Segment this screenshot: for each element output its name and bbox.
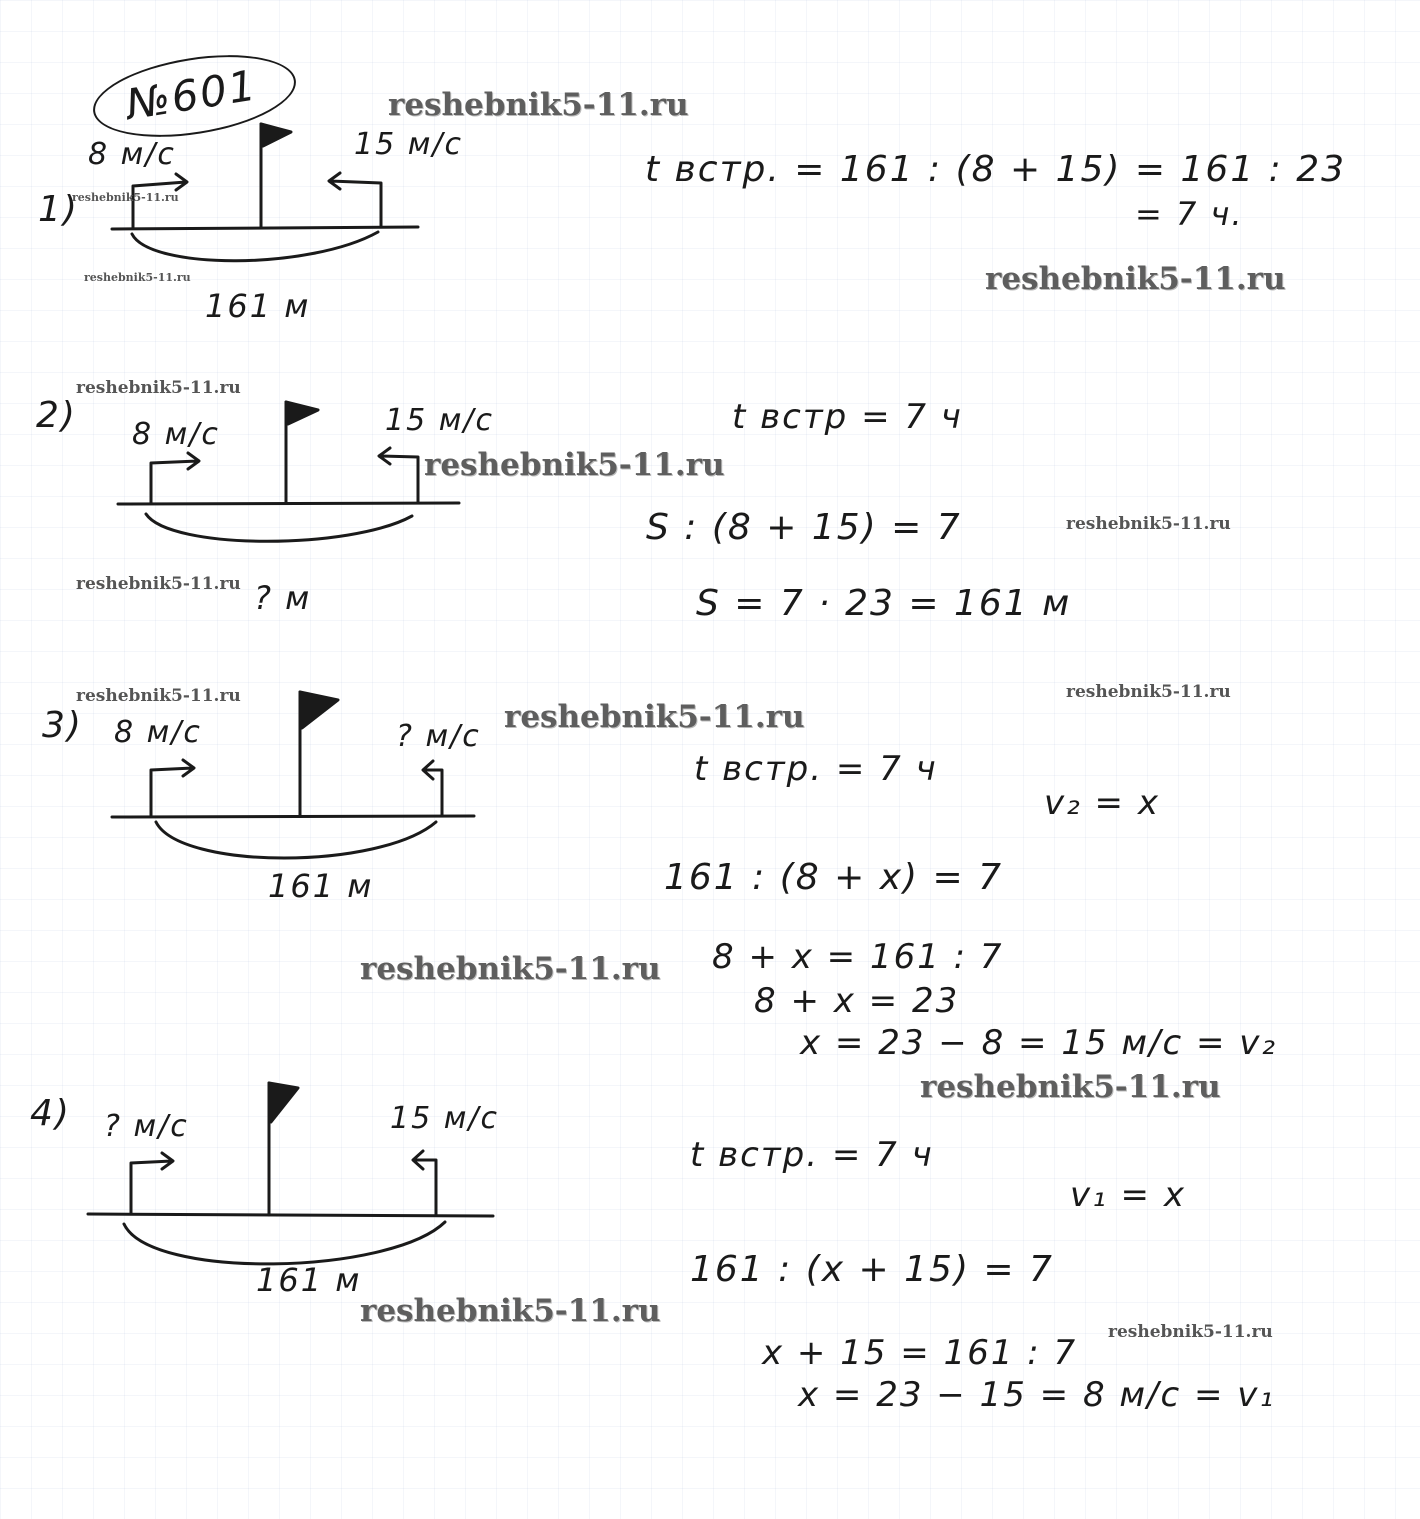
problem-number: №601 (122, 60, 261, 130)
part2-index: 2) (36, 395, 77, 436)
part3-solution-line6: x = 23 − 8 = 15 м/с = v₂ (800, 1023, 1278, 1063)
watermark: reshebnik5-11.ru (920, 1069, 1221, 1105)
watermark: reshebnik5-11.ru (76, 574, 241, 594)
part1-solution-line1: t встр. = 161 : (8 + 15) = 161 : 23 (645, 149, 1347, 190)
part3-distance: 161 м (268, 867, 374, 905)
part2-distance: ? м (254, 579, 312, 617)
part2-distance-arc (146, 514, 412, 541)
part4-speed-left: ? м/с (104, 1109, 189, 1144)
part1-road (112, 227, 418, 229)
watermark: reshebnik5-11.ru (388, 87, 689, 123)
part2-flag (286, 402, 318, 424)
part1-flag (261, 124, 291, 146)
part4-solution-line1: t встр. = 7 ч (690, 1135, 934, 1175)
watermark: reshebnik5-11.ru (76, 378, 241, 398)
part3-road (112, 816, 474, 817)
watermark: reshebnik5-11.ru (1066, 514, 1231, 534)
part1-index: 1) (38, 189, 79, 230)
part3-speed-left: 8 м/с (114, 715, 202, 750)
part3-index: 3) (42, 705, 83, 746)
part3-distance-arc (156, 822, 436, 858)
part4-right-arrow (413, 1151, 436, 1215)
watermark: reshebnik5-11.ru (76, 686, 241, 706)
part4-distance-arc (124, 1222, 445, 1264)
part4-road (88, 1214, 493, 1216)
part3-speed-right: ? м/с (396, 719, 481, 754)
part2-road (118, 503, 459, 504)
part2-solution-line3: S = 7 · 23 = 161 м (696, 583, 1072, 624)
part1-speed-right: 15 м/с (354, 127, 463, 162)
part4-solution-line4: x + 15 = 161 : 7 (762, 1333, 1078, 1373)
part4-flag (269, 1083, 298, 1122)
part3-left-arrow (151, 760, 194, 816)
part2-speed-right: 15 м/с (385, 403, 494, 438)
part4-speed-right: 15 м/с (390, 1101, 499, 1136)
part1-speed-left: 8 м/с (88, 137, 176, 172)
part2-right-arrow (379, 448, 418, 502)
watermark: reshebnik5-11.ru (504, 699, 805, 735)
part3-solution-line2: v₂ = x (1044, 783, 1160, 823)
part1-solution-line2: = 7 ч. (1135, 195, 1244, 233)
watermark: reshebnik5-11.ru (1066, 682, 1231, 702)
watermark: reshebnik5-11.ru (360, 951, 661, 987)
part3-flag (300, 692, 338, 728)
part3-solution-line3: 161 : (8 + x) = 7 (664, 857, 1004, 898)
part1-right-arrow (329, 173, 381, 227)
part3-solution-line1: t встр. = 7 ч (694, 749, 938, 789)
part2-solution-line1: t встр = 7 ч (732, 397, 963, 437)
watermark: reshebnik5-11.ru (84, 271, 191, 284)
watermark: reshebnik5-11.ru (985, 261, 1286, 297)
part4-left-arrow (131, 1153, 173, 1214)
part4-solution-line3: 161 : (x + 15) = 7 (690, 1249, 1054, 1290)
part1-distance-arc (132, 232, 378, 261)
part2-left-arrow (151, 453, 199, 503)
part3-solution-line4: 8 + x = 161 : 7 (712, 937, 1004, 977)
watermark: reshebnik5-11.ru (424, 447, 725, 483)
watermark: reshebnik5-11.ru (72, 191, 179, 204)
part4-solution-line2: v₁ = x (1070, 1175, 1186, 1215)
part4-index: 4) (30, 1093, 71, 1134)
part4-distance: 161 м (256, 1261, 362, 1299)
watermark: reshebnik5-11.ru (1108, 1322, 1273, 1342)
part2-speed-left: 8 м/с (132, 417, 220, 452)
part1-distance: 161 м (205, 287, 311, 325)
part3-solution-line5: 8 + x = 23 (754, 981, 960, 1021)
part2-solution-line2: S : (8 + 15) = 7 (646, 507, 962, 548)
watermark: reshebnik5-11.ru (360, 1293, 661, 1329)
part4-solution-line5: x = 23 − 15 = 8 м/с = v₁ (798, 1375, 1276, 1415)
part3-right-arrow (423, 761, 442, 815)
